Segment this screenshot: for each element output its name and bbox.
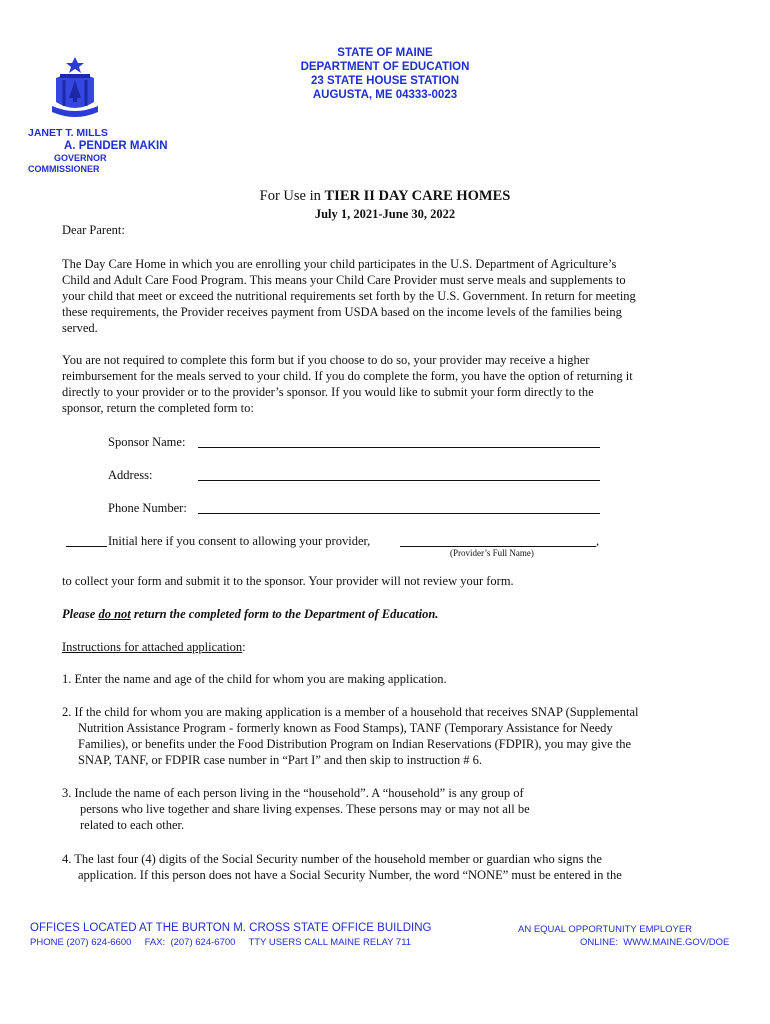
footer-online: ONLINE: WWW.MAINE.GOV/DOE — [580, 937, 730, 948]
warning-text — [62, 606, 438, 622]
text-line: directly to your provider or to the provider’s sponsor. If you would like to submit your form directly to the — [62, 385, 594, 399]
instruction-item-1 — [62, 671, 447, 687]
paragraph-optional — [62, 352, 712, 416]
paragraph-intro — [62, 256, 712, 336]
footer-offices: OFFICES LOCATED AT THE BURTON M. CROSS STATE OFFICE BUILDING — [30, 922, 432, 934]
header-line: 23 STATE HOUSE STATION — [310, 75, 460, 87]
text-line: persons who live together and share living expenses. These persons may or may not all be — [80, 802, 530, 816]
text-line: served. — [62, 321, 98, 335]
text-line: 4. The last four (4) digits of the Social Security number of the household member or guardian who signs the — [62, 852, 602, 866]
warning-underlined: do not — [98, 607, 131, 621]
text-line: 2. If the child for whom you are making application is a member of a household that receives SNAP (Supplemental — [62, 705, 639, 719]
instructions-heading — [62, 639, 246, 655]
text-line: related to each other. — [80, 818, 185, 832]
maine-state-seal-icon — [50, 56, 100, 122]
sponsor-name-field[interactable] — [198, 447, 600, 448]
instructions-heading-colon: : — [242, 640, 246, 654]
text-line: reimbursement for the meals served to your child. If you do complete the form, you have the option of returning it — [62, 369, 633, 383]
phone-number-label: Phone Number: — [108, 501, 187, 515]
initial-trailing-comma: , — [596, 534, 600, 548]
phone-number-field[interactable] — [198, 513, 600, 514]
text-line: You are not required to complete this form but if you choose to do so, your provider may receive a higher — [62, 353, 590, 367]
warning-after: return the completed form to the Department of Education. — [130, 607, 439, 621]
letterhead-address — [230, 46, 540, 102]
address-label: Address: — [108, 468, 153, 482]
text-line: The Day Care Home in which you are enrolling your child participates in the U.S. Department of Agriculture’s — [62, 257, 617, 271]
text-line: application. If this person does not have a Social Security Number, the word “NONE” must be entered in the — [78, 868, 622, 882]
page-title — [0, 188, 770, 205]
text-line: 1. Enter the name and age of the child for whom you are making application. — [62, 672, 447, 686]
commissioner-title: COMMISSIONER — [28, 164, 100, 174]
footer-employer: AN EQUAL OPPORTUNITY EMPLOYER — [518, 924, 693, 935]
provider-full-name-field[interactable] — [400, 546, 596, 547]
instruction-item-2 — [62, 704, 638, 768]
footer-phone: PHONE (207) 624-6600 FAX: (207) 624-6700 TTY USERS CALL MAINE RELAY 711 — [30, 937, 412, 948]
initial-consent-text: Initial here if you consent to allowing your provider, — [108, 534, 371, 548]
initial-field[interactable] — [66, 546, 107, 547]
date-range: July 1, 2021-June 30, 2022 — [314, 207, 456, 221]
text-line: SNAP, TANF, or FDPIR case number in “Part I” and then skip to instruction # 6. — [78, 753, 482, 767]
text-line: these requirements, the Provider receives payment from USDA based on the income levels of the families being — [62, 305, 622, 319]
text-line: Child and Adult Care Food Program. This means your Child Care Provider must serve meals and supplements to — [62, 273, 626, 287]
header-line: AUGUSTA, ME 04333-0023 — [312, 89, 458, 101]
instruction-item-4 — [62, 851, 622, 883]
salutation: Dear Parent: — [62, 223, 125, 237]
governor-title: GOVERNOR — [54, 153, 107, 163]
title-prefix: For Use in — [259, 188, 325, 204]
header-line: DEPARTMENT OF EDUCATION — [300, 61, 470, 73]
instruction-item-3 — [62, 785, 530, 833]
sponsor-name-label: Sponsor Name: — [108, 435, 186, 449]
governor-name: JANET T. MILLS — [28, 127, 108, 139]
title-bold: TIER II DAY CARE HOMES — [324, 188, 511, 204]
header-line: STATE OF MAINE — [337, 47, 433, 59]
text-line: Families), or benefits under the Food Distribution Program on Indian Reservations (FDPIR), you may give the — [78, 737, 632, 751]
address-field[interactable] — [198, 480, 600, 481]
instructions-heading-text: Instructions for attached application — [62, 640, 243, 654]
warning-before: Please — [62, 607, 99, 621]
commissioner-name: A. PENDER MAKIN — [64, 140, 168, 152]
paragraph-collect: to collect your form and submit it to the sponsor. Your provider will not review your form. — [62, 574, 514, 588]
text-line: Nutrition Assistance Program - formerly known as Food Stamps), TANF (Temporary Assistance for Needy — [78, 721, 613, 735]
text-line: sponsor, return the completed form to: — [62, 401, 254, 415]
text-line: your child that meet or exceed the nutritional requirements set forth by the U.S. Government. In return for meeting — [62, 289, 636, 303]
provider-full-name-caption: (Provider’s Full Name) — [450, 548, 534, 558]
text-line: 3. Include the name of each person living in the “household”. A “household” is any group of — [62, 786, 524, 800]
